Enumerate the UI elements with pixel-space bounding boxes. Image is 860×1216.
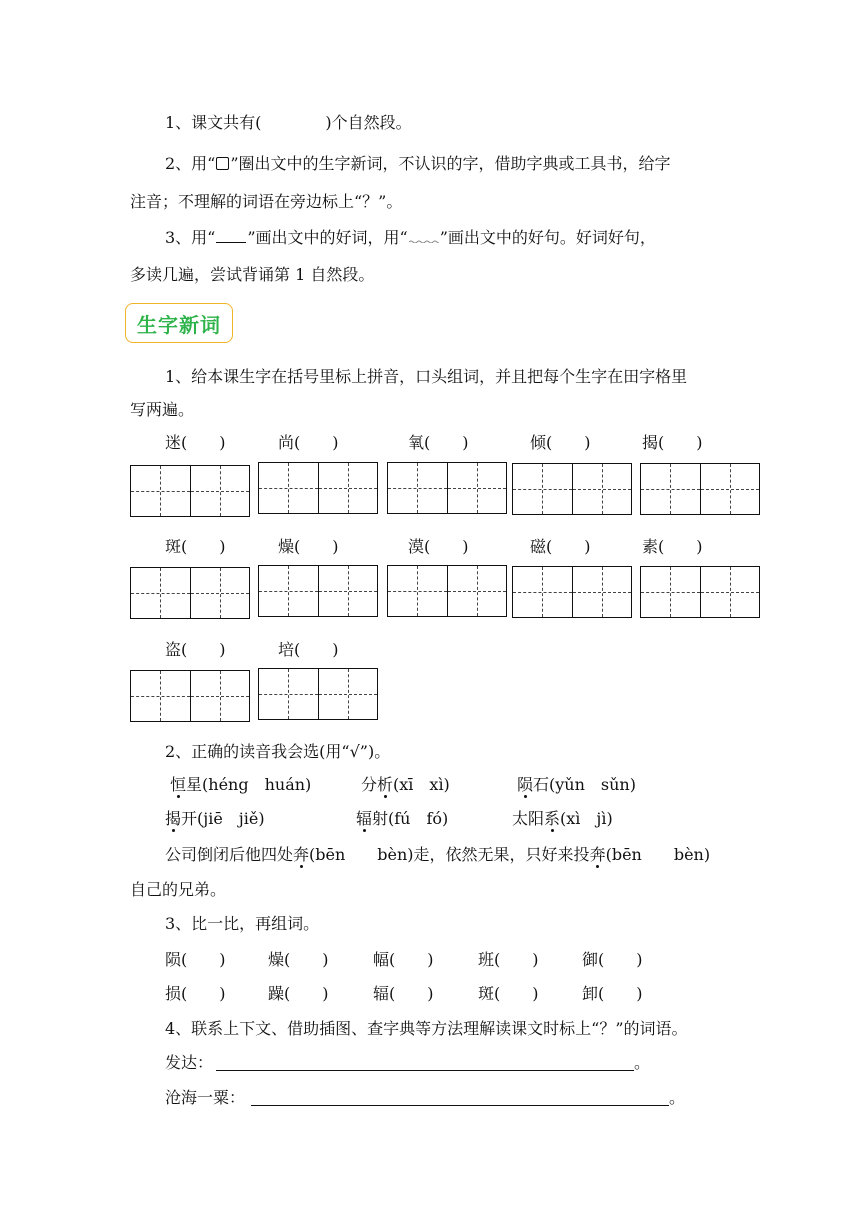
pinyin-choice[interactable]: 辐射(fú fó) xyxy=(356,809,449,828)
char-label: 氧( ) xyxy=(408,433,469,452)
square-circle-icon xyxy=(216,157,229,170)
char-label: 素( ) xyxy=(642,537,703,556)
preview-question-2-line2: 注音；不理解的词语在旁边标上“？”。 xyxy=(130,192,403,211)
tianzige-grid[interactable] xyxy=(387,462,507,514)
word-label-fada: 发达： xyxy=(165,1053,214,1072)
compare-item: 躁( ) xyxy=(268,984,329,1003)
wavy-underline-icon xyxy=(409,230,439,243)
q2-prefix: 2、用“ xyxy=(165,154,216,173)
q3-suffix: ”画出文中的好句。好词好句， xyxy=(439,228,656,247)
char-label: 培( ) xyxy=(278,640,339,659)
char-label: 磁( ) xyxy=(530,537,591,556)
dotted-char: 系 xyxy=(544,809,561,828)
q2-suffix: ”圈出文中的生字新词，不认识的字，借助字典或工具书，给字 xyxy=(230,154,671,173)
compare-item: 损( ) xyxy=(165,984,226,1003)
tianzige-grid[interactable] xyxy=(512,463,632,515)
pinyin-choice[interactable]: 分析(xī xì) xyxy=(361,775,450,794)
pinyin-choice[interactable]: 太阳系(xì jì) xyxy=(512,809,613,828)
compare-item: 幅( ) xyxy=(373,950,434,969)
compare-item: 辐( ) xyxy=(373,984,434,1003)
task1-instruction-line2: 写两遍。 xyxy=(130,400,195,419)
dotted-char: 陨 xyxy=(517,775,534,794)
char-label: 漠( ) xyxy=(408,537,469,556)
tianzige-grid[interactable] xyxy=(640,566,760,618)
compare-item: 班( ) xyxy=(478,950,539,969)
solid-underline-icon xyxy=(216,229,246,243)
pinyin-sentence-line2: 自己的兄弟。 xyxy=(130,880,227,899)
preview-question-3-line2: 多读几遍，尝试背诵第 1 自然段。 xyxy=(130,265,375,284)
tianzige-grid[interactable] xyxy=(387,565,507,617)
task2-title: 2、正确的读音我会选(用“√”)。 xyxy=(165,742,391,761)
tianzige-grid[interactable] xyxy=(258,668,378,720)
task1-instruction: 1、给本课生字在括号里标上拼音，口头组词，并且把每个生字在田字格里 xyxy=(165,367,688,386)
dotted-char: 奔 xyxy=(589,845,606,864)
pinyin-choice[interactable]: 恒星(héng huán) xyxy=(170,775,312,794)
answer-blank-line[interactable] xyxy=(216,1070,634,1071)
char-label: 迷( ) xyxy=(165,433,226,452)
compare-item: 陨( ) xyxy=(165,950,226,969)
char-label: 燥( ) xyxy=(278,537,339,556)
task3-title: 3、比一比，再组词。 xyxy=(165,914,320,933)
q3-prefix: 3、用“ xyxy=(165,228,216,247)
char-label: 倾( ) xyxy=(530,433,591,452)
answer-blank-line[interactable] xyxy=(251,1105,669,1106)
dotted-char: 恒 xyxy=(170,775,187,794)
dotted-char: 揭 xyxy=(165,809,182,828)
dotted-char: 析 xyxy=(377,775,394,794)
compare-item: 斑( ) xyxy=(478,984,539,1003)
q3-middle: ”画出文中的好词，用“ xyxy=(247,228,408,247)
char-label: 斑( ) xyxy=(165,537,226,556)
task4-title: 4、联系上下文、借助插图、查字典等方法理解读课文时标上“？”的词语。 xyxy=(165,1019,688,1038)
pinyin-choice[interactable]: 揭开(jiē jiě) xyxy=(165,809,265,828)
tianzige-grid[interactable] xyxy=(130,670,250,722)
word-label-canghai: 沧海一粟： xyxy=(165,1088,246,1107)
compare-item: 燥( ) xyxy=(268,950,329,969)
end-punctuation: 。 xyxy=(634,1053,651,1072)
end-punctuation: 。 xyxy=(669,1088,686,1107)
compare-item: 卸( ) xyxy=(582,984,643,1003)
dotted-char: 奔 xyxy=(293,845,310,864)
tianzige-grid[interactable] xyxy=(258,462,378,514)
char-label: 盗( ) xyxy=(165,640,226,659)
tianzige-grid[interactable] xyxy=(130,465,250,517)
pinyin-sentence[interactable]: 公司倒闭后他四处奔(bēn bèn)走，依然无果，只好来投奔(bēn bèn) xyxy=(165,845,711,864)
preview-question-2 xyxy=(165,154,671,174)
tianzige-grid[interactable] xyxy=(640,463,760,515)
char-label: 尚( ) xyxy=(278,433,339,452)
preview-question-3 xyxy=(165,228,656,248)
dotted-char: 辐 xyxy=(356,809,373,828)
preview-question-1: 1、课文共有( )个自然段。 xyxy=(165,113,412,132)
tianzige-grid[interactable] xyxy=(130,567,250,619)
char-label: 揭( ) xyxy=(642,433,703,452)
tianzige-grid[interactable] xyxy=(512,566,632,618)
pinyin-choice[interactable]: 陨石(yǔn sǔn) xyxy=(517,775,636,794)
section-title-new-words: 生字新词 xyxy=(125,303,233,343)
compare-item: 御( ) xyxy=(582,950,643,969)
tianzige-grid[interactable] xyxy=(258,565,378,617)
